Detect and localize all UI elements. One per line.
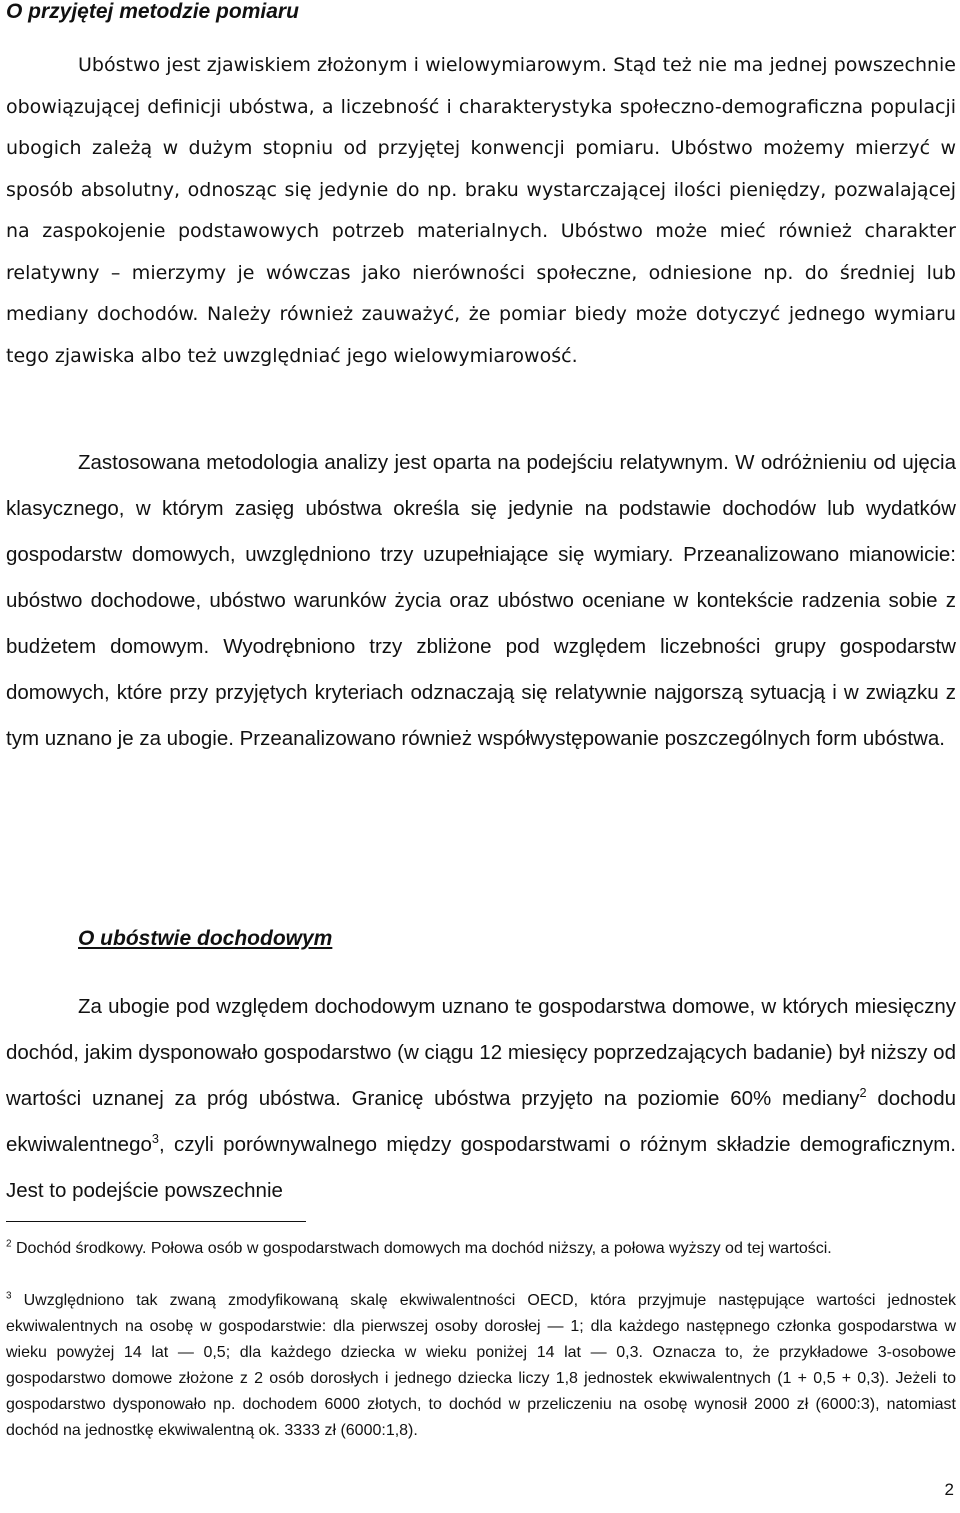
footnote-separator [6,1221,306,1222]
paragraph-income-poverty [6,984,956,1214]
footnote-reference-2: 2 [859,1085,867,1101]
footnote-text: Uwzględniono tak zwaną zmodyfikowaną skalę ekwiwalentności OECD, która przyjmuje następujące wartości jednostek ekwiwalentnych na osobę w gospodarstwie: dla pierwszej osoby dorosłej — 1; dla każdego następnego członka gospodarstwa w wieku powyżej 14 lat — 0,5; dla każdego dziecka w wieku poniżej 14 lat — 0,3. Oznacza to, że przykładowe 3-osobowe gospodarstwo domowe złożone z 2 osób dorosłych i jednego dziecka liczy 1,8 jednostek ekwiwalentnych (1 + 0,5 + 0,3). Jeżeli to gospodarstwo dysponowało np. dochodem 6000 złotych, to dochód w przeliczeniu na osobę wynosił 2000 zł (6000:3), natomiast dochód na jednostkę ekwiwalentną ok. 3333 zł (6000:1,8). [6,1292,956,1439]
section-heading-measurement-method: O przyjętej metodzie pomiaru [6,0,299,23]
paragraph-text-part-1: Za ubogie pod względem dochodowym uznano te gospodarstwa domowe, w których miesięczny dochód, jakim dysponowało gospodarstwo (w ciągu 12 miesięcy poprzedzających badanie) był niższy od wartości uznanej za próg ubóstwa. Granicę ubóstwa przyjęto na poziomie 60% mediany [6,995,956,1110]
page-number: 2 [944,1480,954,1499]
paragraph-measurement-intro: Ubóstwo jest zjawiskiem złożonym i wielowymiarowym. Stąd też nie ma jednej powszechnie obowiązującej definicji ubóstwa, a liczebność i charakterystyka społeczno-demograficzna populacji ubogich zależą w dużym stopniu od przyjętej konwencji pomiaru. Ubóstwo możemy mierzyć w sposób absolutny, odnosząc się jedynie do np. braku wystarczającej ilości pieniędzy, pozwalającej na zaspokojenie podstawowych potrzeb materialnych. Ubóstwo może mieć również charakter relatywny – mierzymy je wówczas jako nierówności społeczne, odniesione np. do średniej lub mediany dochodów. Należy również zauważyć, że pomiar biedy może dotyczyć jednego wymiaru tego zjawiska albo też uwzględniać jego wielowymiarowość. [6,54,956,367]
paragraph-methodology: Zastosowana metodologia analizy jest oparta na podejściu relatywnym. W odróżnieniu od ujęcia klasycznego, w którym zasięg ubóstwa określa się jedynie na podstawie dochodów lub wydatków gospodarstw domowych, uwzględniono trzy uzupełniające się wymiary. Przeanalizowano mianowicie: ubóstwo dochodowe, ubóstwo warunków życia oraz ubóstwo oceniane w kontekście radzenia sobie z budżetem domowym. Wyodrębniono trzy zbliżone pod względem liczebności grupy gospodarstw domowych, które przy przyjętych kryteriach odznaczają się relatywnie najgorszą sytuacją i w związku z tym uznano je za ubogie. Przeanalizowano również współwystępowanie poszczególnych form ubóstwa. [6,451,956,750]
footnote-reference-3: 3 [151,1131,159,1147]
section-heading-income-poverty: O ubóstwie dochodowym [78,927,333,950]
footnote-2 [6,1236,956,1262]
paragraph-text-part-2: dochodu ekwiwalentnego [6,1087,956,1156]
footnote-3 [6,1288,956,1444]
paragraph-text-part-3: , czyli porównywalnego między gospodarstwami o różnym składzie demograficznym. Jest to podejście powszechnie [6,1133,956,1202]
footnote-text: Dochód środkowy. Połowa osób w gospodarstwach domowych ma dochód niższy, a połowa wyższy od tej wartości. [11,1240,832,1257]
footnote-number: 2 [6,1238,12,1250]
footnote-number: 3 [6,1290,12,1302]
